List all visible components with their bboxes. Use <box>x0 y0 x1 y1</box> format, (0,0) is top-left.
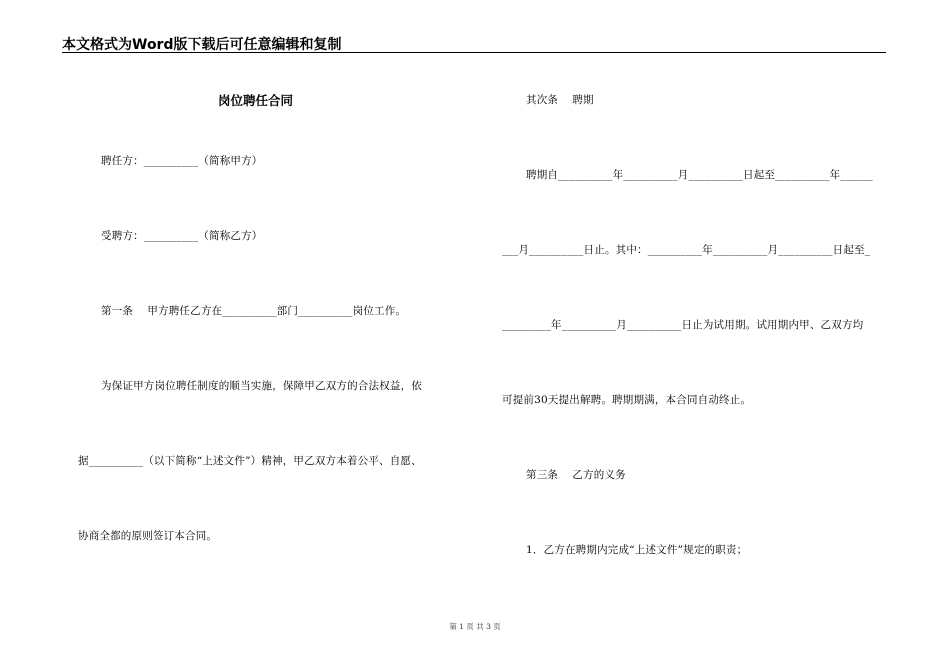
term-line-4: 可提前30天提出解聘。聘期期满，本合同自动终止。 <box>502 394 752 406</box>
article-1-paragraph: 第一条 甲方聘任乙方在__________部门__________岗位工作。 <box>101 305 407 317</box>
duty-item-1: 1．乙方在聘期内完成“上述文件”规定的职责； <box>526 544 748 556</box>
document-header-banner: 本文格式为Word版下载后可任意编辑和复制 <box>62 37 342 53</box>
header-divider <box>62 52 886 53</box>
term-line-2: ___月__________日止。其中：__________年__________月__________日起至_ <box>502 244 871 256</box>
party-b-line: 受聘方：__________（简称乙方） <box>101 230 263 242</box>
contract-title: 岗位聘任合同 <box>218 93 294 108</box>
term-line-1: 聘期自__________年__________月__________日起至__________年______ <box>526 169 873 181</box>
term-line-3: _________年__________月__________日止为试用期。试用期内甲、乙双方均 <box>502 319 864 331</box>
page-number-footer: 第 1 页 共 3 页 <box>449 622 501 631</box>
party-a-line: 聘任方：__________（简称甲方） <box>101 155 263 167</box>
purpose-paragraph-line-3: 协商全都的原则签订本合同。 <box>78 530 218 542</box>
article-3-heading: 第三条 乙方的义务 <box>526 469 626 481</box>
purpose-paragraph-line-2: 据__________（以下简称“上述文件”）精神，甲乙双方本着公平、自愿、 <box>78 455 422 467</box>
article-2-heading: 其次条 聘期 <box>526 94 594 106</box>
purpose-paragraph-line-1: 为保证甲方岗位聘任制度的顺当实施，保障甲乙双方的合法权益，依 <box>101 380 422 392</box>
